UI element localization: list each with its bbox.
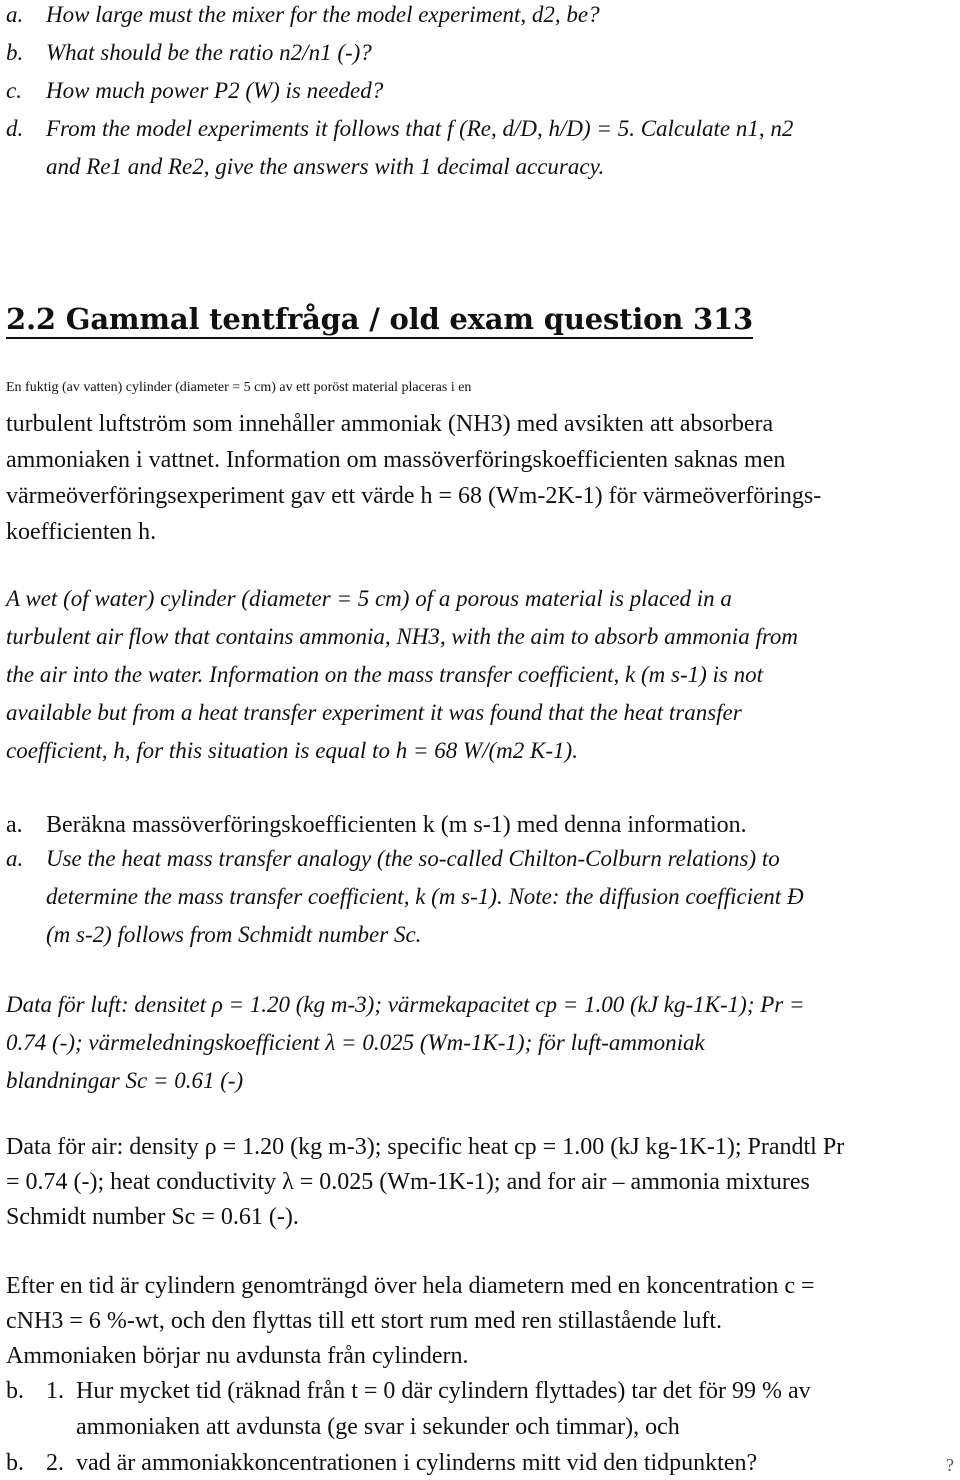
after-paragraph-line: Ammoniaken börjar nu avdunsta från cylindern. — [6, 1343, 469, 1369]
swedish-intro-line: ammoniaken i vattnet. Information om massöverföringskoefficienten saknas men — [6, 447, 786, 473]
question-a-english-cont: (m s-2) follows from Schmidt number Sc. — [46, 922, 422, 947]
swedish-intro-line: En fuktig (av vatten) cylinder (diameter = 5 cm) av ett poröst material placeras i en — [6, 380, 472, 395]
question-b2: b. 2. vad är ammoniakkoncentrationen i cylinderns mitt vid den tidpunkten? — [6, 1450, 758, 1476]
swedish-intro-line: koefficienten h. — [6, 519, 157, 545]
question-a-english: a. Use the heat mass transfer analogy (the so-called Chilton-Colburn relations) to — [6, 846, 780, 871]
question-d-top-cont: and Re1 and Re2, give the answers with 1 decimal accuracy. — [46, 154, 605, 179]
page-marker: ? — [946, 1455, 954, 1475]
question-b-top: b. What should be the ratio n2/n1 (-)? — [6, 40, 372, 65]
question-c-top: c. How much power P2 (W) is needed? — [6, 78, 384, 103]
english-intro-line: A wet (of water) cylinder (diameter = 5 cm) of a porous material is placed in a — [6, 586, 732, 611]
english-intro-line: turbulent air flow that contains ammonia, NH3, with the aim to absorb ammonia from — [6, 624, 799, 649]
section-heading: 2.2 Gammal tentfråga / old exam question 313 — [6, 302, 753, 336]
question-a-top: a. How large must the mixer for the model experiment, d2, be? — [6, 2, 600, 27]
after-paragraph-line: cNH3 = 6 %-wt, och den flyttas till ett stort rum med ren stillastående luft. — [6, 1308, 723, 1334]
english-intro-line: the air into the water. Information on the mass transfer coefficient, k (m s-1) is not — [6, 662, 764, 687]
question-a-english-cont: determine the mass transfer coefficient, k (m s-1). Note: the diffusion coefficient Đ — [46, 884, 804, 909]
after-paragraph-line: Efter en tid är cylindern genomträngd över hela diametern med en koncentration c = — [6, 1273, 815, 1299]
swedish-intro-line: värmeöverföringsexperiment gav ett värde h = 68 (Wm-2K-1) för värmeöverförings- — [6, 483, 822, 509]
data-english-line: Data för air: density ρ = 1.20 (kg m-3); specific heat cp = 1.00 (kJ kg-1K-1); Prandtl Pr — [6, 1134, 845, 1160]
question-a-swedish: a. Beräkna massöverföringskoefficienten k (m s-1) med denna information. — [6, 812, 747, 838]
question-d-top: d. From the model experiments it follows that f (Re, d/D, h/D) = 5. Calculate n1, n2 — [6, 116, 794, 141]
data-swedish-line: Data för luft: densitet ρ = 1.20 (kg m-3); värmekapacitet cp = 1.00 (kJ kg-1K-1); Pr = — [6, 992, 805, 1017]
data-swedish-line: blandningar Sc = 0.61 (-) — [6, 1068, 244, 1093]
english-intro-line: coefficient, h, for this situation is equal to h = 68 W/(m2 K-1). — [6, 738, 578, 763]
question-b1-cont: ammoniaken att avdunsta (ge svar i sekunder och timmar), och — [76, 1414, 680, 1440]
data-english-line: Schmidt number Sc = 0.61 (-). — [6, 1204, 299, 1230]
swedish-intro-line: turbulent luftström som innehåller ammoniak (NH3) med avsikten att absorbera — [6, 411, 774, 437]
question-b1: b. 1. Hur mycket tid (räknad från t = 0 där cylindern flyttades) tar det för 99 % av — [6, 1378, 811, 1404]
english-intro-line: available but from a heat transfer experiment it was found that the heat transfer — [6, 700, 742, 725]
data-swedish-line: 0.74 (-); värmeledningskoefficient λ = 0.025 (Wm-1K-1); för luft-ammoniak — [6, 1030, 705, 1055]
data-english-line: = 0.74 (-); heat conductivity λ = 0.025 (Wm-1K-1); and for air – ammonia mixtures — [6, 1169, 810, 1195]
